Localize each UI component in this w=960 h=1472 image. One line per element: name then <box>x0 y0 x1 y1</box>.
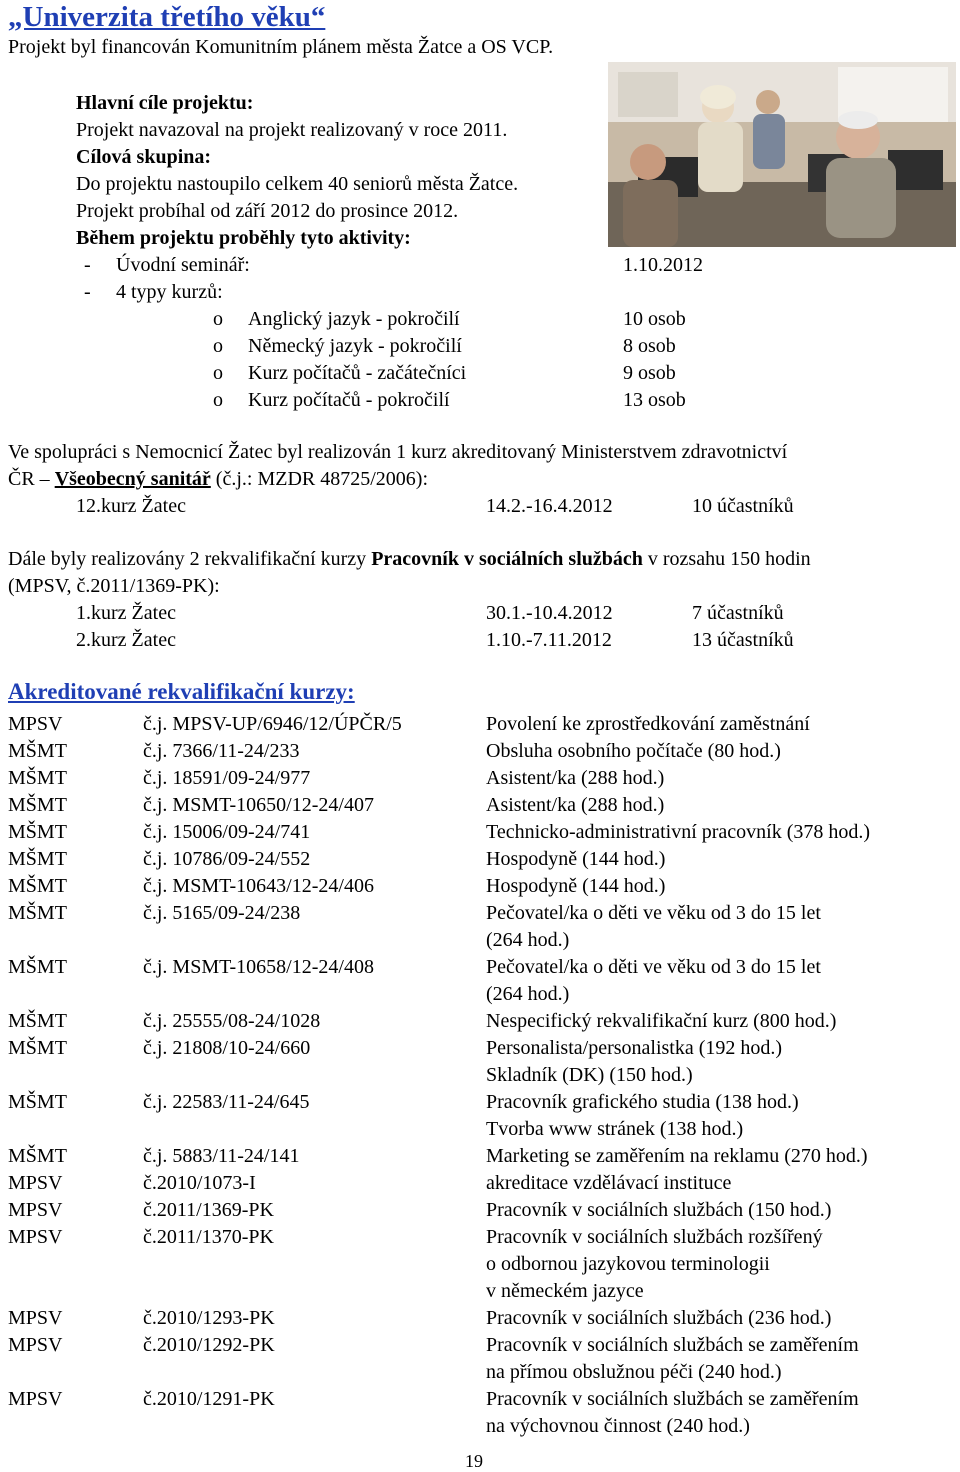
course-desc: Hospodyně (144 hod.) <box>486 875 666 897</box>
course-name: Anglický jazyk - pokročilí <box>248 308 460 330</box>
course-ref: č.j. 7366/11-24/233 <box>143 740 300 762</box>
course-ref: č.2011/1370-PK <box>143 1226 274 1248</box>
course-org: MŠMT <box>8 821 67 843</box>
course-org: MŠMT <box>8 794 67 816</box>
course-desc: Povolení ke zprostředkování zaměstnání <box>486 713 810 735</box>
course-org: MŠMT <box>8 902 67 924</box>
course-count: 10 osob <box>623 308 686 330</box>
rekval-course-name: Pracovník v sociálních službách <box>371 548 643 570</box>
course-org: MPSV <box>8 1334 63 1356</box>
course-ref: č.j. 22583/11-24/645 <box>143 1091 310 1113</box>
list-bullet: o <box>213 362 223 384</box>
course-desc: o odbornou jazykovou terminologii <box>486 1253 770 1275</box>
course-desc: Tvorba www stránek (138 hod.) <box>486 1118 744 1140</box>
course-org: MŠMT <box>8 1145 67 1167</box>
target-group-text: Do projektu nastoupilo celkem 40 seniorů města Žatce. <box>76 173 519 195</box>
coop-row-count: 10 účastníků <box>692 495 794 517</box>
course-desc: Pracovník grafického studia (138 hod.) <box>486 1091 799 1113</box>
accredited-heading: Akreditované rekvalifikační kurzy: <box>8 679 355 704</box>
goals-text: Projekt navazoval na projekt realizovaný v roce 2011. <box>76 119 508 141</box>
course-desc: v německém jazyce <box>486 1280 644 1302</box>
project-period-text: Projekt probíhal od září 2012 do prosince 2012. <box>76 200 459 222</box>
course-desc: na přímou obslužnou péči (240 hod.) <box>486 1361 782 1383</box>
list-bullet: o <box>213 389 223 411</box>
coop-paragraph-line2 <box>8 466 428 493</box>
course-desc: na výchovnou činnost (240 hod.) <box>486 1415 750 1437</box>
funding-note: Projekt byl financován Komunitním plánem města Žatce a OS VCP. <box>8 36 554 58</box>
activity-seminar-label: Úvodní seminář: <box>116 254 250 276</box>
course-desc: Nespecifický rekvalifikační kurz (800 hod.) <box>486 1010 837 1032</box>
course-ref: č.2010/1292-PK <box>143 1334 275 1356</box>
course-desc: Pečovatel/ka o děti ve věku od 3 do 15 let <box>486 902 821 924</box>
rekval-row-name: 2.kurz Žatec <box>76 629 176 651</box>
course-ref: č.j. 18591/09-24/977 <box>143 767 311 789</box>
course-desc: Asistent/ka (288 hod.) <box>486 767 665 789</box>
course-desc: Skladník (DK) (150 hod.) <box>486 1064 693 1086</box>
rekval-row-count: 7 účastníků <box>692 602 784 624</box>
course-name: Kurz počítačů - začátečníci <box>248 362 467 384</box>
course-ref: č.j. MSMT-10650/12-24/407 <box>143 794 374 816</box>
course-org: MŠMT <box>8 1010 67 1032</box>
course-desc: Obsluha osobního počítače (80 hod.) <box>486 740 781 762</box>
course-org: MPSV <box>8 1307 63 1329</box>
course-ref: č.j. MPSV-UP/6946/12/ÚPČR/5 <box>143 713 402 735</box>
course-ref: č.2010/1293-PK <box>143 1307 275 1329</box>
list-bullet: o <box>213 308 223 330</box>
course-ref: č.j. 21808/10-24/660 <box>143 1037 311 1059</box>
course-count: 9 osob <box>623 362 676 384</box>
course-ref: č.j. 10786/09-24/552 <box>143 848 311 870</box>
coop-prefix: ČR – <box>8 468 55 490</box>
goals-heading: Hlavní cíle projektu: <box>76 92 254 114</box>
course-desc: Pečovatel/ka o děti ve věku od 3 do 15 let <box>486 956 821 978</box>
course-desc: Hospodyně (144 hod.) <box>486 848 666 870</box>
course-name-sanitar: Všeobecný sanitář <box>54 468 211 490</box>
coop-ref: (č.j.: MZDR 48725/2006): <box>210 468 429 490</box>
course-org: MŠMT <box>8 1037 67 1059</box>
course-ref: č.j. 15006/09-24/741 <box>143 821 311 843</box>
course-ref: č.j. MSMT-10643/12-24/406 <box>143 875 374 897</box>
target-group-heading: Cílová skupina: <box>76 146 212 168</box>
page-title: „Univerzita třetího věku“ <box>8 1 326 33</box>
list-dash: - <box>84 254 91 276</box>
rekval-paragraph-line2: (MPSV, č.2011/1369-PK): <box>8 575 220 597</box>
course-ref: č.2010/1073-I <box>143 1172 256 1194</box>
rekval-prefix: Dále byly realizovány 2 rekvalifikační kurzy <box>8 548 372 570</box>
activity-courses-label: 4 typy kurzů: <box>116 281 223 303</box>
course-name: Kurz počítačů - pokročilí <box>248 389 450 411</box>
course-desc: Pracovník v sociálních službách se zaměřením <box>486 1388 859 1410</box>
course-org: MPSV <box>8 1388 63 1410</box>
course-desc: Marketing se zaměřením na reklamu (270 hod.) <box>486 1145 868 1167</box>
course-org: MŠMT <box>8 956 67 978</box>
course-count: 13 osob <box>623 389 686 411</box>
course-org: MPSV <box>8 1199 63 1221</box>
photo-illustration <box>608 62 956 247</box>
course-desc: Personalista/personalistka (192 hod.) <box>486 1037 783 1059</box>
course-ref: č.j. 25555/08-24/1028 <box>143 1010 321 1032</box>
course-desc: Asistent/ka (288 hod.) <box>486 794 665 816</box>
course-org: MPSV <box>8 713 63 735</box>
course-desc: Pracovník v sociálních službách (236 hod.) <box>486 1307 832 1329</box>
course-desc: Technicko-administrativní pracovník (378 hod.) <box>486 821 871 843</box>
course-org: MŠMT <box>8 767 67 789</box>
course-org: MŠMT <box>8 1091 67 1113</box>
course-org: MPSV <box>8 1172 63 1194</box>
rekval-row-date: 30.1.-10.4.2012 <box>486 602 613 624</box>
course-name: Německý jazyk - pokročilí <box>248 335 462 357</box>
list-bullet: o <box>213 335 223 357</box>
course-ref: č.2010/1291-PK <box>143 1388 275 1410</box>
rekval-paragraph-line1 <box>8 546 811 573</box>
course-ref: č.j. MSMT-10658/12-24/408 <box>143 956 374 978</box>
course-desc: Pracovník v sociálních službách (150 hod.) <box>486 1199 832 1221</box>
course-ref: č.j. 5165/09-24/238 <box>143 902 301 924</box>
course-ref: č.2011/1369-PK <box>143 1199 274 1221</box>
course-desc: Pracovník v sociálních službách rozšířený <box>486 1226 823 1248</box>
course-desc: (264 hod.) <box>486 929 570 951</box>
coop-paragraph-line1: Ve spolupráci s Nemocnicí Žatec byl realizován 1 kurz akreditovaný Ministerstvem zdravotnictví <box>8 441 788 463</box>
activities-heading: Během projektu proběhly tyto aktivity: <box>76 227 411 249</box>
course-count: 8 osob <box>623 335 676 357</box>
rekval-suffix: v rozsahu 150 hodin <box>642 548 811 570</box>
seniors-classroom-photo <box>608 62 956 247</box>
rekval-row-name: 1.kurz Žatec <box>76 602 176 624</box>
rekval-row-date: 1.10.-7.11.2012 <box>486 629 612 651</box>
course-org: MŠMT <box>8 740 67 762</box>
course-org: MŠMT <box>8 848 67 870</box>
activity-seminar-date: 1.10.2012 <box>623 254 703 276</box>
course-desc: Pracovník v sociálních službách se zaměřením <box>486 1334 859 1356</box>
course-desc: akreditace vzdělávací instituce <box>486 1172 732 1194</box>
coop-row-date: 14.2.-16.4.2012 <box>486 495 613 517</box>
page-number: 19 <box>465 1451 483 1471</box>
list-dash: - <box>84 281 91 303</box>
course-org: MPSV <box>8 1226 63 1248</box>
rekval-row-count: 13 účastníků <box>692 629 794 651</box>
course-ref: č.j. 5883/11-24/141 <box>143 1145 300 1167</box>
course-org: MŠMT <box>8 875 67 897</box>
course-desc: (264 hod.) <box>486 983 570 1005</box>
coop-row-name: 12.kurz Žatec <box>76 495 186 517</box>
